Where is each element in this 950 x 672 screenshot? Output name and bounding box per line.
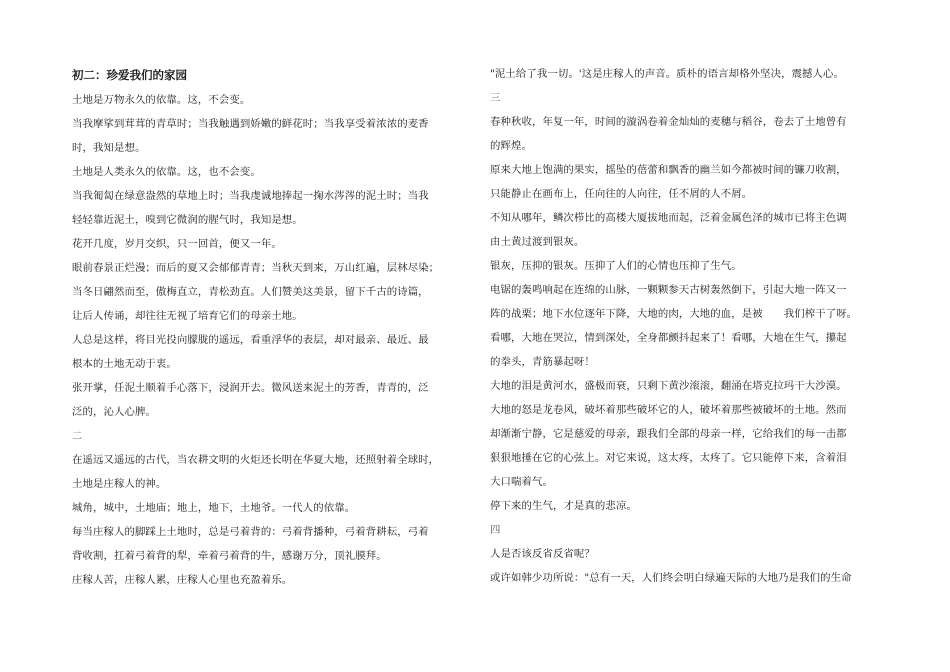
left-text-lines bbox=[72, 88, 472, 592]
text-line: 让后人传诵，却往往无视了培育它们的母亲土地。 bbox=[72, 310, 303, 322]
text-line: 电锯的轰鸣响起在连绵的山脉，一颗颗参天古树轰然倒下，引起大地一阵又一 bbox=[490, 284, 847, 296]
text-line: 人总是这样，将目光投向朦胧的遥远，看重浮华的表层，却对最亲、最近、最 bbox=[72, 334, 429, 346]
text-line: 张开掌，任泥土顺着手心落下，浸润开去。微风送来泥土的芳香，青青的，泛 bbox=[72, 382, 429, 394]
text-line: 土地是万物永久的依靠。这，不会变。 bbox=[72, 94, 251, 106]
text-line: 当冬日翩然而至，傲梅直立，青松劲直。人们赞美这美景，留下千古的诗篇， bbox=[72, 286, 429, 298]
text-line: 只能静止在画布上，任向往的人向往，任不屑的人不屑。 bbox=[490, 188, 753, 200]
text-line: 狠狠地捶在它的心弦上。对它来说，这太疼，太疼了。它只能停下来，含着泪 bbox=[490, 452, 847, 464]
text-line: "泥土给了我一切。'这是庄稼人的声音。质朴的语言却格外坚决，震撼人心。 bbox=[490, 68, 845, 80]
section-number: 三 bbox=[490, 92, 501, 104]
document-title: 初二：珍爱我们的家园 bbox=[72, 68, 187, 82]
left-column bbox=[72, 62, 472, 592]
text-line: 城角，城中，土地庙；地上，地下，土地爷。一代人的依靠。 bbox=[72, 502, 356, 514]
text-line: 花开几度，岁月交织，只一回首，便又一年。 bbox=[72, 238, 282, 250]
section-number: 四 bbox=[490, 524, 501, 536]
text-line: 土地是庄稼人的神。 bbox=[72, 478, 167, 490]
right-column bbox=[490, 62, 882, 590]
text-line: 不知从哪年，鳞次栉比的高楼大厦拔地而起，泛着金属色泽的城市已将主色调 bbox=[490, 212, 847, 224]
text-line: 的辉煌。 bbox=[490, 140, 532, 152]
text-line: 泛的，沁人心脾。 bbox=[72, 406, 156, 418]
text-line: 春种秋收，年复一年，时间的漩涡卷着金灿灿的麦穗与稻谷，卷去了土地曾有 bbox=[490, 116, 847, 128]
text-line: 原来大地上饱满的果实，摇坠的蓓蕾和飘香的幽兰如今都被时间的镰刀收割， bbox=[490, 164, 847, 176]
text-line: 由土黄过渡到银灰。 bbox=[490, 236, 585, 248]
text-line: 土地是人类永久的依靠。这，也不会变。 bbox=[72, 166, 261, 178]
text-line: 背收割，扛着弓着背的犁，牵着弓着背的牛，感谢万分，顶礼膜拜。 bbox=[72, 550, 387, 562]
text-line: 的拳头，青筋暴起呀！ bbox=[490, 356, 595, 368]
text-line: 或许如韩少功所说："总有一天，人们终会明白绿遍天际的大地乃是我们的生命 bbox=[490, 572, 852, 584]
text-line: 每当庄稼人的脚踩上土地时，总是弓着背的：弓着背播种，弓着背耕耘，弓着 bbox=[72, 526, 429, 538]
text-line: 却渐渐宁静，它是慈爱的母亲，跟我们全部的母亲一样，它给我们的每一击都 bbox=[490, 428, 847, 440]
text-line: 停下来的生气，才是真的悲凉。 bbox=[490, 500, 637, 512]
text-line: 根本的土地无动于衷。 bbox=[72, 358, 177, 370]
text-line: 人是否该反省反省呢？ bbox=[490, 548, 595, 560]
text-line: 轻轻靠近泥土，嗅到它微润的腥气时，我知是想。 bbox=[72, 214, 303, 226]
right-text-lines bbox=[490, 62, 882, 590]
text-line: 阵的战栗；地下水位逐年下降，大地的肉，大地的血，是被 我们榨干了呀。 bbox=[490, 308, 858, 320]
text-line: 在遥远又遥远的古代，当农耕文明的火炬还长明在华夏大地，还照射着全球时， bbox=[72, 454, 440, 466]
text-line: 时，我知是想。 bbox=[72, 142, 146, 154]
section-number: 二 bbox=[72, 430, 83, 442]
text-line: 大口喘着气。 bbox=[490, 476, 553, 488]
text-line: 当我匍匐在绿意盎然的草地上时；当我虔诚地捧起一掬水涔涔的泥土时；当我 bbox=[72, 190, 429, 202]
text-line: 银灰，压抑的银灰。压抑了人们的心情也压抑了生气。 bbox=[490, 260, 742, 272]
text-line: 当我摩挲到茸茸的青草时；当我触遇到娇嫩的鲜花时；当我享受着浓浓的麦香 bbox=[72, 118, 429, 130]
text-line: 眼前春景正烂漫；而后的夏又会郁郁青青；当秋天到来，万山红遍，层林尽染； bbox=[72, 262, 440, 274]
text-line: 看哪，大地在哭泣，情到深处，全身都颤抖起来了！看哪，大地在生气，攥起 bbox=[490, 332, 847, 344]
text-line: 庄稼人苦，庄稼人累，庄稼人心里也充盈着乐。 bbox=[72, 574, 293, 586]
text-line: 大地的泪是黄河水，盛极而衰，只剩下黄沙滚滚，翻涌在塔克拉玛干大沙漠。 bbox=[490, 380, 847, 392]
text-line: 大地的怒是龙卷风，破坏着那些破坏它的人，破坏着那些被破坏的土地。然而 bbox=[490, 404, 847, 416]
